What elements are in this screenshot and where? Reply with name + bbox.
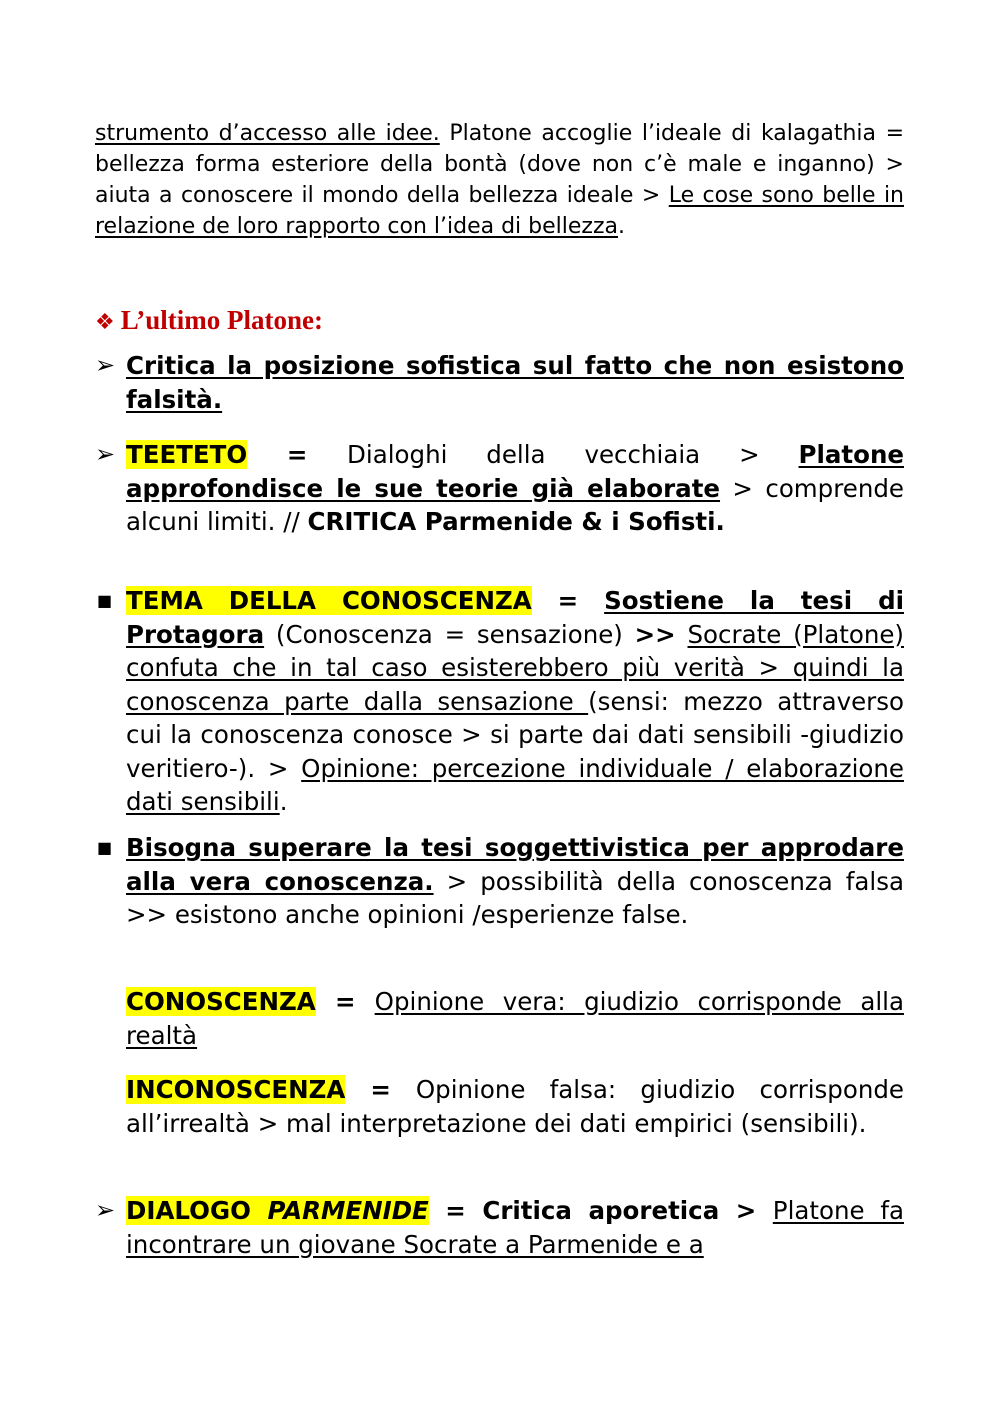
body-text — [676, 620, 688, 649]
underlined-text: Opinione: percezione individuale / elaborazione dati sensibili — [126, 753, 904, 816]
bold-text: = — [247, 440, 348, 469]
body-text: > comprende alcuni limiti. // — [126, 473, 904, 536]
list-item — [126, 831, 904, 932]
body-text: . — [618, 214, 625, 239]
arrow-bullet-icon: ➢ — [95, 440, 116, 468]
underlined-text: strumento d’accesso alle idee. — [95, 121, 440, 146]
bold-text: = — [531, 586, 605, 615]
bold-underlined-text: Sostiene la tesi di Protagora — [126, 586, 904, 649]
section-title: L’ultimo Platone: — [120, 305, 323, 335]
list-item — [126, 438, 904, 539]
list-item — [126, 584, 904, 819]
body-text: . — [279, 787, 288, 816]
underlined-text: Platone fa incontrare un giovane Socrate a Parmenide e a — [126, 1196, 904, 1259]
underlined-text: Socrate (Platone) confuta che in tal caso esisterebbero più verità > quindi la conoscenza parte dalla sensazione — [126, 619, 904, 716]
underlined-text: Opinione vera: giudizio corrisponde alla realtà — [126, 987, 904, 1050]
highlighted-term: INCONOSCENZA — [126, 1075, 346, 1104]
bold-text: = Critica aporetica > — [428, 1196, 773, 1225]
bold-text: >> — [634, 619, 676, 649]
bold-underlined-text: Platone approfondisce le sue teorie già elaborate — [126, 440, 905, 503]
diamond-bullet-icon: ❖ — [95, 310, 115, 335]
underlined-text: Le cose sono belle in relazione de loro rapporto con l’idea di bellezza — [95, 183, 904, 239]
list-item — [126, 1194, 904, 1261]
highlighted-term: DIALOGO — [126, 1196, 268, 1225]
intro-paragraph — [95, 118, 904, 242]
square-bullet-icon: ■ — [97, 838, 113, 857]
body-text: Platone accoglie l’ideale di kalagathia = bellezza forma esteriore della bontà (dove non c’è male e inganno) > aiuta a conoscere il mondo della bellezza ideale > — [95, 121, 905, 208]
highlighted-italic-term: PARMENIDE — [267, 1196, 429, 1225]
body-text: Opinione falsa: giudizio corrisponde all’irrealtà > mal interpretazione dei dati empirici (sensibili). — [126, 1075, 904, 1138]
definition-paragraph — [126, 985, 904, 1052]
square-bullet-icon: ■ — [97, 591, 113, 610]
definition-paragraph — [126, 1073, 904, 1140]
bold-underlined-text: Critica la posizione sofistica sul fatto che non esistono falsità. — [126, 351, 904, 414]
highlighted-term: TEMA DELLA CONOSCENZA — [126, 586, 532, 615]
body-text: (sensi: mezzo attraverso cui la conoscenza conosce > si parte dai dati sensibili -giudizio veritiero-). > — [126, 686, 904, 783]
body-text: (Conoscenza = sensazione) — [264, 619, 635, 649]
arrow-bullet-icon: ➢ — [95, 351, 116, 379]
bold-text: = — [315, 987, 375, 1016]
highlighted-term: TEETETO — [126, 440, 248, 469]
list-item — [126, 349, 904, 416]
arrow-bullet-icon: ➢ — [95, 1196, 116, 1224]
section-heading — [95, 303, 323, 340]
body-text: Dialoghi della vecchiaia > — [347, 440, 799, 469]
bold-text: = — [345, 1075, 416, 1104]
bold-text: CRITICA Parmenide & i Sofisti. — [307, 507, 725, 536]
bold-underlined-text: Bisogna superare la tesi soggettivistica per approdare alla vera conoscenza. — [126, 833, 904, 896]
body-text: > possibilità della conoscenza falsa >> esistono anche opinioni /esperienze false. — [126, 866, 905, 929]
highlighted-term: CONOSCENZA — [126, 987, 316, 1016]
